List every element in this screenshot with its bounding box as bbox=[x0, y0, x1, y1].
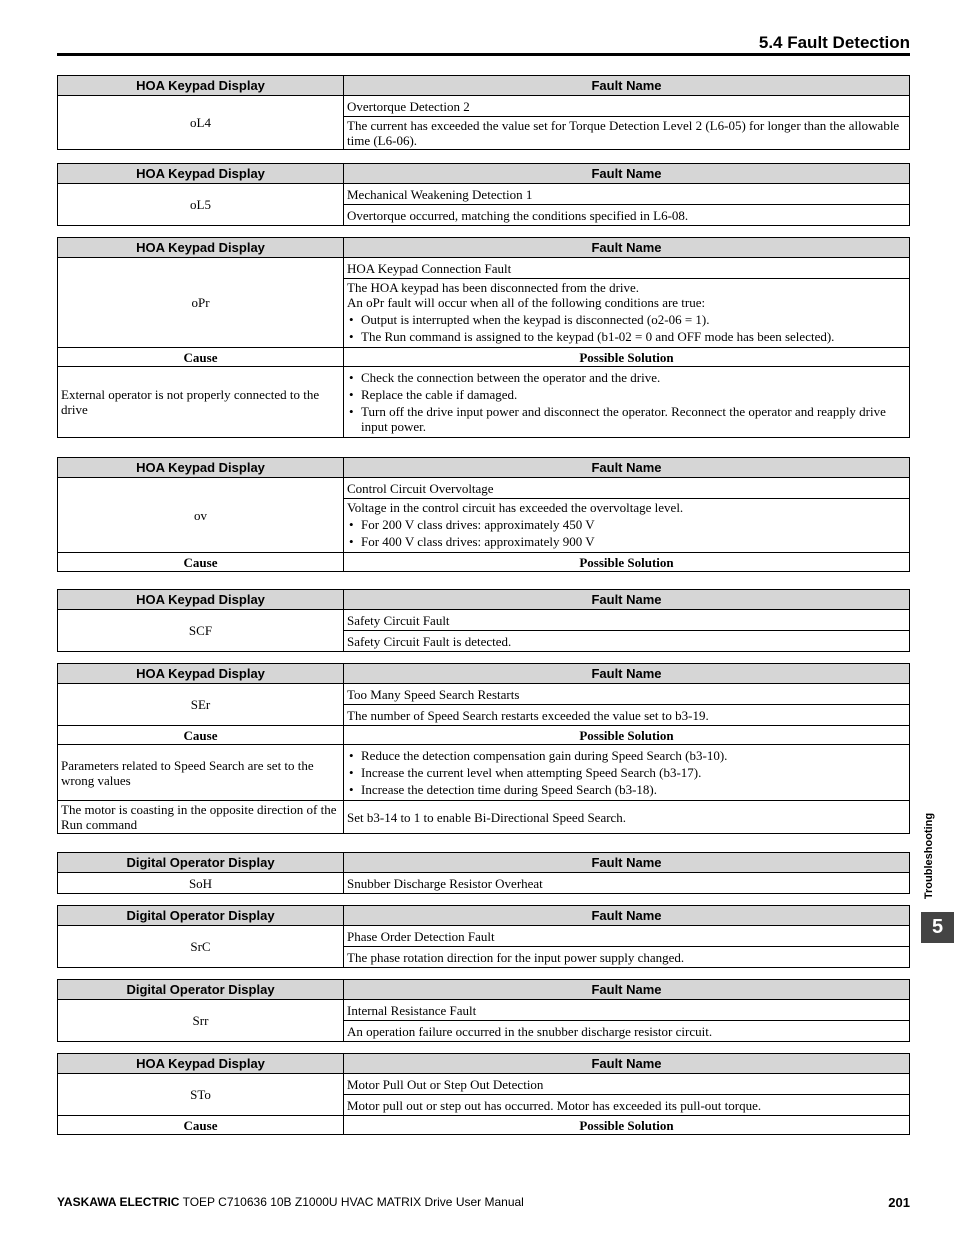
fault-name-header: Fault Name bbox=[344, 853, 910, 873]
solution-text: Set b3-14 to 1 to enable Bi-Directional Speed Search. bbox=[344, 801, 910, 834]
keypad-display-header: HOA Keypad Display bbox=[58, 238, 344, 258]
operator-display-header: Digital Operator Display bbox=[58, 980, 344, 1000]
description-line: The HOA keypad has been disconnected from the drive. bbox=[347, 280, 640, 295]
solution-item: • Increase the detection time during Speed Search (b3-18). bbox=[347, 782, 906, 797]
fault-name-header: Fault Name bbox=[344, 664, 910, 684]
fault-table-ol5 bbox=[57, 163, 910, 226]
fault-table-soh bbox=[57, 852, 910, 894]
solution-item: • Turn off the drive input power and disconnect the operator. Reconnect the operator and reapply drive input power. bbox=[347, 404, 906, 434]
fault-name: Overtorque Detection 2 bbox=[344, 96, 910, 117]
solution-header: Possible Solution bbox=[344, 553, 910, 572]
keypad-display-header: HOA Keypad Display bbox=[58, 76, 344, 96]
description-line: Voltage in the control circuit has exceeded the overvoltage level. bbox=[347, 500, 684, 515]
fault-code: SoH bbox=[58, 873, 344, 894]
solution-header: Possible Solution bbox=[344, 348, 910, 367]
fault-name: Phase Order Detection Fault bbox=[344, 926, 910, 947]
page-number: 201 bbox=[888, 1195, 910, 1210]
fault-code: STo bbox=[58, 1074, 344, 1116]
fault-code: SCF bbox=[58, 610, 344, 652]
fault-name: Snubber Discharge Resistor Overheat bbox=[344, 873, 910, 894]
solution-item: • Replace the cable if damaged. bbox=[347, 387, 906, 402]
solution-item: • Reduce the detection compensation gain during Speed Search (b3-10). bbox=[347, 748, 906, 763]
fault-code: ov bbox=[58, 478, 344, 553]
fault-name-header: Fault Name bbox=[344, 164, 910, 184]
cause-header: Cause bbox=[58, 348, 344, 367]
keypad-display-header: HOA Keypad Display bbox=[58, 590, 344, 610]
fault-table-ser bbox=[57, 663, 910, 834]
condition-item: • For 200 V class drives: approximately 450 V bbox=[347, 517, 906, 532]
fault-description: The number of Speed Search restarts exceeded the value set to b3-19. bbox=[344, 705, 910, 726]
chapter-tab: 5 bbox=[921, 912, 954, 943]
fault-name: Mechanical Weakening Detection 1 bbox=[344, 184, 910, 205]
condition-item: • For 400 V class drives: approximately 900 V bbox=[347, 534, 906, 549]
chapter-side-label-text: Troubleshooting bbox=[923, 812, 935, 899]
fault-name: Motor Pull Out or Step Out Detection bbox=[344, 1074, 910, 1095]
fault-name-header: Fault Name bbox=[344, 906, 910, 926]
fault-code: oL5 bbox=[58, 184, 344, 226]
fault-table-ov bbox=[57, 457, 910, 572]
operator-display-header: Digital Operator Display bbox=[58, 906, 344, 926]
fault-description: An operation failure occurred in the snubber discharge resistor circuit. bbox=[344, 1021, 910, 1042]
cause-text: The motor is coasting in the opposite direction of the Run command bbox=[58, 801, 344, 834]
fault-description: Safety Circuit Fault is detected. bbox=[344, 631, 910, 652]
fault-table-ol4 bbox=[57, 75, 910, 150]
fault-name-header: Fault Name bbox=[344, 1054, 910, 1074]
chapter-side-label bbox=[921, 808, 937, 903]
fault-name-header: Fault Name bbox=[344, 590, 910, 610]
fault-name-header: Fault Name bbox=[344, 980, 910, 1000]
fault-description: Motor pull out or step out has occurred. Motor has exceeded its pull-out torque. bbox=[344, 1095, 910, 1116]
solution-header: Possible Solution bbox=[344, 1116, 910, 1135]
keypad-display-header: HOA Keypad Display bbox=[58, 1054, 344, 1074]
solution-item: • Increase the current level when attempting Speed Search (b3-17). bbox=[347, 765, 906, 780]
fault-code: SEr bbox=[58, 684, 344, 726]
footer-brand: YASKAWA ELECTRIC bbox=[57, 1195, 180, 1209]
fault-name-header: Fault Name bbox=[344, 458, 910, 478]
keypad-display-header: HOA Keypad Display bbox=[58, 458, 344, 478]
solution-cell bbox=[344, 745, 910, 801]
fault-name: HOA Keypad Connection Fault bbox=[344, 258, 910, 279]
fault-code: SrC bbox=[58, 926, 344, 968]
fault-name: Internal Resistance Fault bbox=[344, 1000, 910, 1021]
keypad-display-header: HOA Keypad Display bbox=[58, 664, 344, 684]
cause-text: Parameters related to Speed Search are set to the wrong values bbox=[58, 745, 344, 801]
fault-code: Srr bbox=[58, 1000, 344, 1042]
section-title: 5.4 Fault Detection bbox=[758, 33, 910, 52]
fault-description bbox=[344, 499, 910, 553]
solution-item: • Check the connection between the operator and the drive. bbox=[347, 370, 906, 385]
fault-description bbox=[344, 279, 910, 348]
fault-description: The phase rotation direction for the input power supply changed. bbox=[344, 947, 910, 968]
description-line: An oPr fault will occur when all of the following conditions are true: bbox=[347, 295, 706, 310]
fault-table-src bbox=[57, 905, 910, 968]
footer-doc-title: TOEP C710636 10B Z1000U HVAC MATRIX Drive User Manual bbox=[182, 1195, 524, 1209]
header-rule bbox=[57, 53, 910, 56]
solution-header: Possible Solution bbox=[344, 726, 910, 745]
fault-name-header: Fault Name bbox=[344, 238, 910, 258]
fault-code: oL4 bbox=[58, 96, 344, 150]
cause-text: External operator is not properly connected to the drive bbox=[58, 367, 344, 438]
condition-item: • The Run command is assigned to the keypad (b1-02 = 0 and OFF mode has been selected). bbox=[347, 329, 906, 344]
solution-cell bbox=[344, 367, 910, 438]
condition-item: • Output is interrupted when the keypad is disconnected (o2-06 = 1). bbox=[347, 312, 906, 327]
fault-name: Safety Circuit Fault bbox=[344, 610, 910, 631]
fault-table-sto bbox=[57, 1053, 910, 1135]
operator-display-header: Digital Operator Display bbox=[58, 853, 344, 873]
fault-table-srr bbox=[57, 979, 910, 1042]
fault-description: Overtorque occurred, matching the conditions specified in L6-08. bbox=[344, 205, 910, 226]
footer-doc-info bbox=[57, 1195, 524, 1209]
fault-table-opr bbox=[57, 237, 910, 438]
keypad-display-header: HOA Keypad Display bbox=[58, 164, 344, 184]
fault-name: Too Many Speed Search Restarts bbox=[344, 684, 910, 705]
fault-name: Control Circuit Overvoltage bbox=[344, 478, 910, 499]
fault-name-header: Fault Name bbox=[344, 76, 910, 96]
fault-code: oPr bbox=[58, 258, 344, 348]
cause-header: Cause bbox=[58, 553, 344, 572]
cause-header: Cause bbox=[58, 1116, 344, 1135]
cause-header: Cause bbox=[58, 726, 344, 745]
fault-description: The current has exceeded the value set for Torque Detection Level 2 (L6-05) for longer than the allowable time (L6-06). bbox=[344, 117, 910, 150]
fault-table-scf bbox=[57, 589, 910, 652]
